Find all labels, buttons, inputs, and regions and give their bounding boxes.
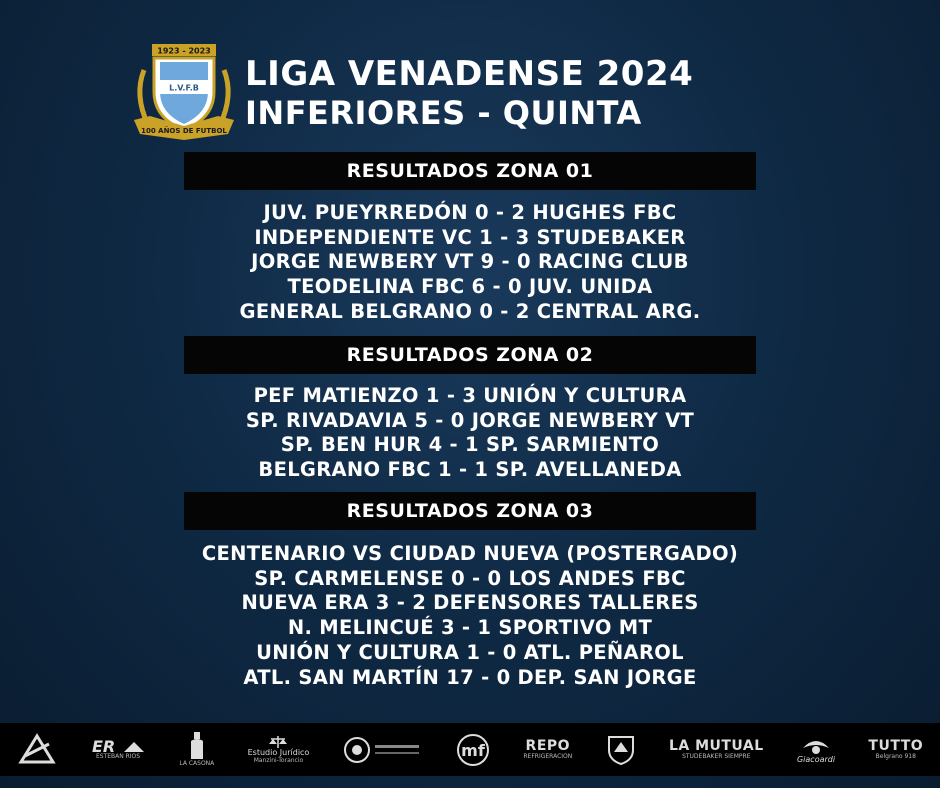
zone-01-results — [150, 201, 790, 325]
match-result: GENERAL BELGRANO 0 - 2 CENTRAL ARG. — [239, 299, 701, 323]
logo-initials: L.V.F.B — [169, 83, 199, 93]
er-logo-icon — [90, 738, 146, 754]
match-result: CENTENARIO VS CIUDAD NUEVA (POSTERGADO) — [201, 542, 739, 565]
bird-icon — [801, 734, 831, 756]
zone-01-header: RESULTADOS ZONA 01 — [184, 152, 756, 190]
scales-icon — [269, 735, 287, 749]
logo-ribbon: 100 AÑOS DE FUTBOL — [141, 127, 227, 135]
match-result: BELGRANO FBC 1 - 1 SP. AVELLANEDA — [258, 458, 682, 482]
sponsor-repo-sub: REFRIGERACION — [523, 752, 573, 760]
zone-03-header: RESULTADOS ZONA 03 — [184, 492, 756, 530]
sponsor-la-casona — [179, 731, 214, 768]
match-result: SP. BEN HUR 4 - 1 SP. SARMIENTO — [280, 433, 660, 457]
sponsor-tutto — [868, 739, 923, 761]
sponsor-estudio-juridico — [248, 735, 310, 764]
header — [130, 40, 810, 145]
sponsors-bar — [0, 723, 940, 776]
match-result: PEF MATIENZO 1 - 3 UNIÓN Y CULTURA — [253, 384, 687, 407]
match-result: SP. RIVADAVIA 5 - 0 JORGE NEWBERY VT — [245, 408, 695, 432]
sponsor-logo-8 — [606, 734, 636, 766]
zone-02-results — [150, 384, 790, 483]
page-title: LIGA VENADENSE 2024 — [245, 54, 694, 94]
sponsor-tutto-label: TUTTO — [868, 737, 924, 754]
match-result: UNIÓN Y CULTURA 1 - 0 ATL. PEÑAROL — [256, 640, 684, 664]
sponsor-la-mutual-sub: STUDEBAKER SIEMPRE — [682, 752, 751, 760]
zone-02-header: RESULTADOS ZONA 02 — [184, 336, 756, 374]
page-subtitle: INFERIORES - QUINTA — [245, 94, 642, 132]
sponsor-esteban-rios-label: ESTEBAN RIOS — [95, 753, 141, 761]
match-result: TEODELINA FBC 6 - 0 JUV. UNIDA — [287, 275, 653, 299]
logo-years: 1923 - 2023 — [157, 46, 211, 56]
bottle-icon — [186, 731, 208, 761]
match-result: JORGE NEWBERY VT 9 - 0 RACING CLUB — [251, 250, 689, 274]
match-result: N. MELINCUÉ 3 - 1 SPORTIVO MT — [287, 616, 653, 640]
sponsor-estudio-juridico-title: Estudio Jurídico — [247, 747, 310, 757]
sponsor-esteban-rios — [90, 738, 146, 761]
sponsor-repo-label: REPO — [525, 737, 571, 754]
sponsor-la-casona-label: LA CASONA — [179, 760, 215, 768]
sponsor-logo-1 — [17, 732, 57, 768]
sponsor-estudio-juridico-sub: Manzini-Torancio — [253, 756, 304, 764]
sponsor-logo-5 — [343, 735, 423, 765]
match-result: NUEVA ERA 3 - 2 DEFENSORES TALLERES — [241, 591, 699, 615]
zone-03-results — [150, 542, 790, 690]
svg-text:ER: ER — [92, 738, 116, 755]
sponsor-shield-icon — [606, 734, 636, 766]
sponsor-giacoardi — [797, 734, 835, 765]
svg-text:mf: mf — [461, 740, 485, 760]
sponsor-logo-6 — [456, 733, 490, 767]
match-result: SP. CARMELENSE 0 - 0 LOS ANDES FBC — [254, 566, 686, 590]
sponsor-repo — [523, 739, 572, 761]
sponsor-giacoardi-label: Giacoardi — [796, 755, 836, 765]
match-result: ATL. SAN MARTÍN 17 - 0 DEP. SAN JORGE — [243, 665, 697, 689]
match-result: INDEPENDIENTE VC 1 - 3 STUDEBAKER — [254, 225, 686, 249]
match-result: JUV. PUEYRREDÓN 0 - 2 HUGHES FBC — [263, 201, 677, 224]
league-logo — [130, 40, 238, 145]
sponsor-la-mutual-label: LA MUTUAL — [668, 737, 764, 754]
sponsor-mark-icon — [17, 732, 57, 768]
sponsor-tutto-sub: Belgrano 918 — [875, 752, 916, 760]
sponsor-mark-icon — [343, 735, 423, 765]
sponsor-la-mutual — [669, 739, 764, 761]
sponsor-mark-icon — [456, 733, 490, 767]
